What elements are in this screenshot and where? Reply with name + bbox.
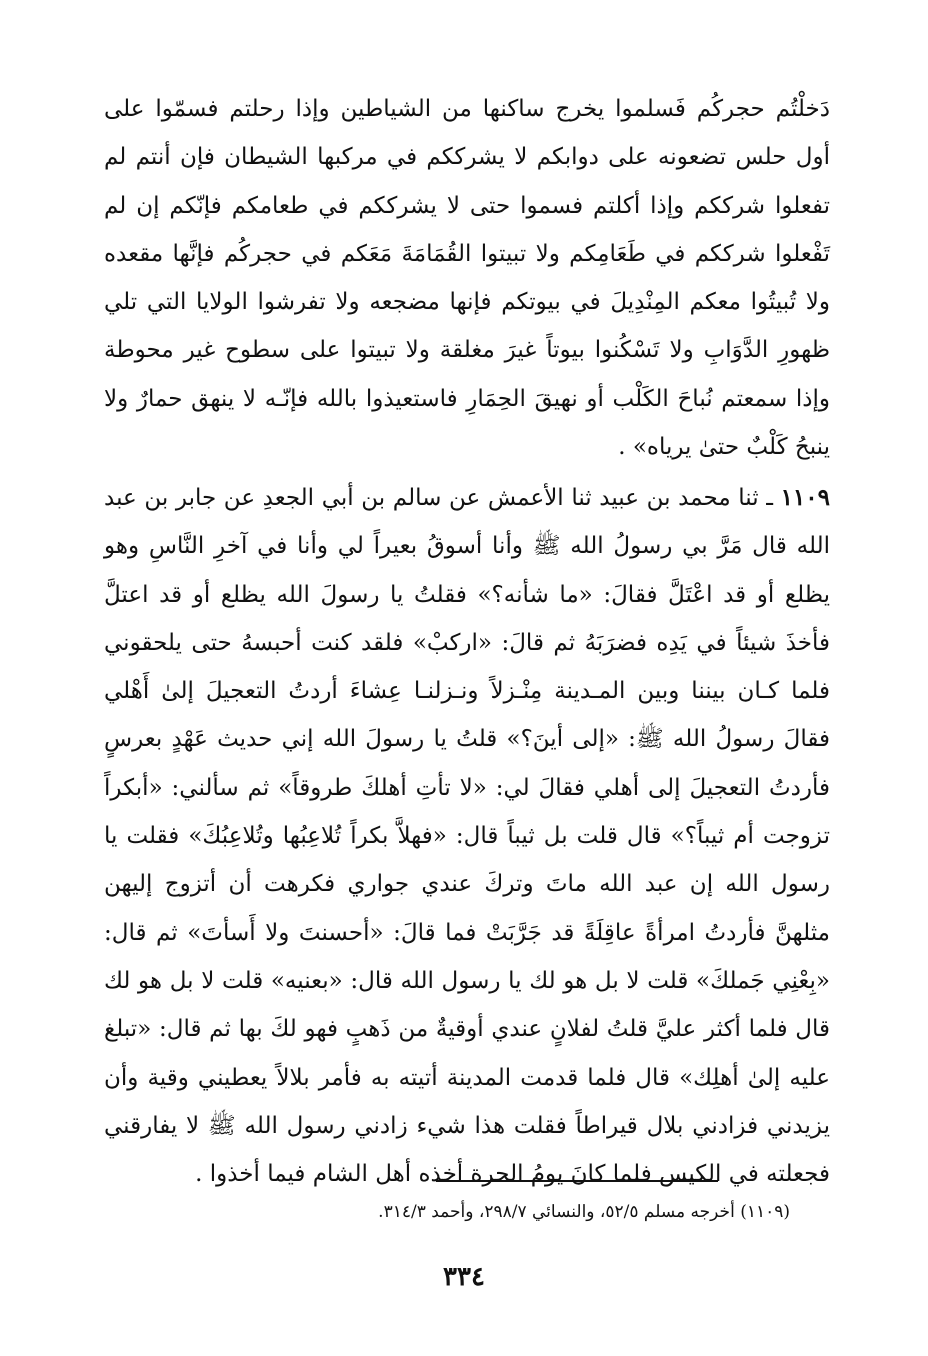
- hadith-body: ـ ثنا محمد بن عبيد ثنا الأعمش عن سالم بن أبي الجعدِ عن جابر بن عبد الله قال مَرَّ بي رسولُ الله ﷺ وأنا أسوقُ بعيراً لي وأنا في آخرِ النَّاسِ وهو يظلع أو قد اعْتَلَّ فقالَ: «ما شأنه؟» فقلتُ يا رسولَ الله يظلع أو قد اعتلَّ فأخذَ شيئاً في يَدِه فضرَبَهُ ثم قالَ: «اركبْ» فلقد كنت أحبسهُ حتى يلحقوني فلما كـان بيننا وبين المـدينة مِنْـزلاً ونـزلنـا عِشاءَ أردتُ التعجيلَ إلىٰ أَهْلي فقالَ رسولُ الله ﷺ: «إلى أينَ؟» قلتُ يا رسولَ الله إني حديث عَهْدٍ بعرسٍ فأردتُ التعجيلَ إلى أهلي فقالَ لي: «لا تأتِ أهلكَ طروقاً» ثم سألني: «أبكراً تزوجت أم ثيباً؟» قال قلت بل ثيباً قال: «فهلاَّ بكراً تُلاعِبُها وتُلاعِبُكَ» فقلت يا رسول الله إن عبد الله ماتَ وتركَ عندي جواري فكرهت أن أتزوج إليهن مثلهنَّ فأردتُ امرأةً عاقِلَةً قد جَرَّبَتْ فما قالَ: «أحسنتَ ولا أَسأتَ» ثم قال: «بِعْنِي جَملكَ» قلت لا بل هو لك يا رسول الله قال: «بعنيه» قلت لا بل هو لك قال فلما أكثر عليَّ قلتُ لفلانٍ عندي أوقيةٌ من ذَهبٍ فهو لكَ بها ثم قال: «تبلغ عليه إلىٰ أهلِك» قال فلما قدمت المدينة أتيته به فأمر بلالاً يعطيني وقية وأن يزيدني فزادني بلال قيراطاً فقلت هذا شيء زادني رسول الله ﷺ لا يفارقني فجعلته في الكيس فلما كانَ يومُ الحرة أخذه أهل الشام فيما أخذوا .: [104, 485, 830, 1188]
- paragraph-text: دَخلْتُم حجركُم فَسلموا يخرج ساكنها من الشياطين وإذا رحلتم فسمّوا على أول حلس تضعونه على دوابكم لا يشرككم في مركبها الشيطان فإن أنتم لم تفعلوا شرككم وإذا أكلتم فسموا حتى لا يشرككم في طعامكم فإنّكم إن لم تَفْعلوا شرككم في طَعَامِكم ولا تبيتوا القُمَامَةَ مَعَكم في حجركُم فإنَّها مقعده ولا تُبيتُوا معكم المِنْدِيلَ في بيوتكم فإنها مضجعه ولا تفرشوا الولايا التي تلي ظهورِ الدَّوَابِ ولا تَسْكُنوا بيوتاً غيرَ مغلقة ولا تبيتوا على سطوح غير محوطة وإذا سمعتم نُباحَ الكَلْب أو نهيقَ الحِمَارِ فاستعيذوا بالله فإنّـه لا ينهق حمارٌ ولا ينبحُ كَلْبٌ حتىٰ يرياه» .: [104, 96, 830, 461]
- page-number: ٣٣٤: [443, 1262, 485, 1292]
- footnote-divider: [436, 1180, 718, 1182]
- hadith-paragraph: [104, 474, 830, 1198]
- footnote: (١١٠٩) أخرجه مسلم ٥٢/٥، والنسائي ٢٩٨/٧، وأحمد ٣١٤/٣.: [378, 1202, 790, 1222]
- paragraph-continuation: [104, 85, 830, 471]
- hadith-number: ١١٠٩: [780, 484, 830, 511]
- hadith-text: [104, 474, 830, 1198]
